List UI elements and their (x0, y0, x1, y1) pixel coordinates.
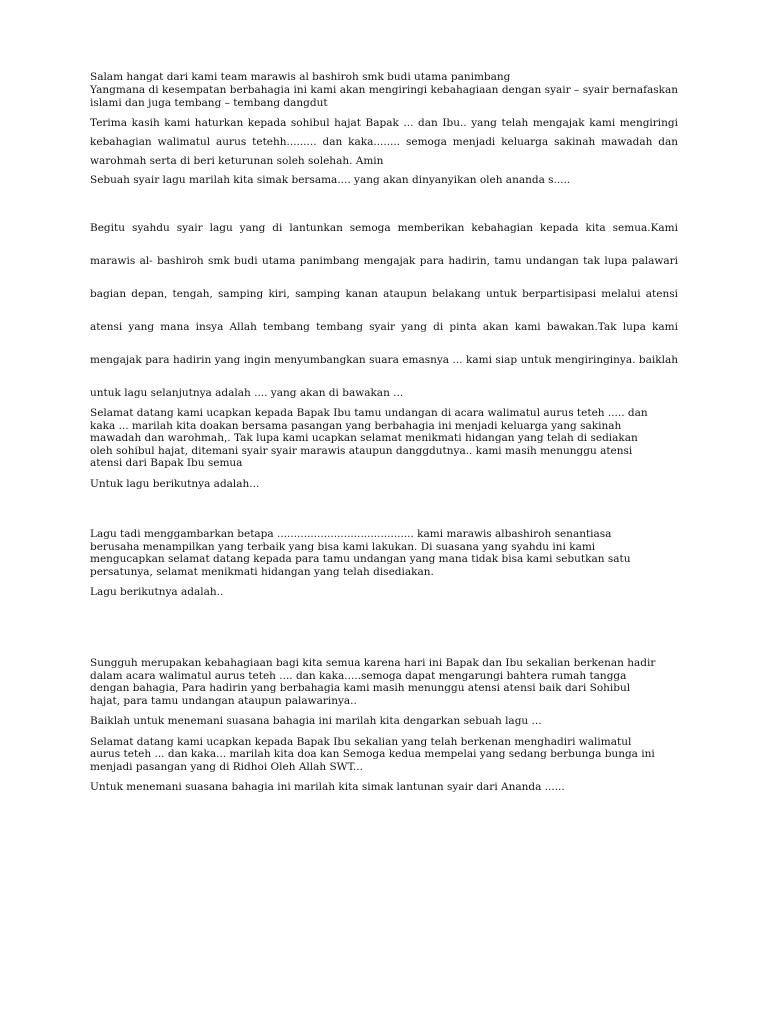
opening-section (90, 71, 678, 187)
song-reflection-section (90, 528, 678, 599)
participation-paragraph: Begitu syahdu syair lagu yang di lantunkan semoga memberikan kebahagian kepada kita semua.Kami marawis al- bashiroh smk budi utama panimbang mengajak para hadirin, tamu undangan tak lupa palawari bagian depan, tengah, samping kiri, samping kanan ataupun belakang untuk berpartisipasi melalui atensi atensi yang mana insya Allah tembang tembang syair yang di pinta akan kami bawakan.Tak lupa kami mengajak para hadirin yang ingin menyumbangkan suara emasnya ... kami siap untuk mengiringinya. baiklah untuk lagu selanjutnya adalah .... yang akan di bawakan ... (90, 222, 678, 399)
song-invite-line: Baiklah untuk menemani suasana bahagia ini marilah kita dengarkan sebuah lagu ... (90, 715, 542, 727)
welcome-again-line-3: menjadi pasangan yang di Ridhoi Oleh Allah SWT... (90, 760, 363, 773)
reflection-line-1: Lagu tadi menggambarkan betapa ......................................... kami marawis albashiroh senantiasa (90, 528, 612, 540)
intro-paragraph: Yangmana di kesempatan berbahagia ini kami akan mengiringi kebahagiaan dengan syair – syair bernafaskan islami dan juga tembang – tembang dangdut (90, 84, 678, 109)
first-song-line: Sebuah syair lagu marilah kita simak bersama.... yang akan dinyanyikan oleh ananda s..... (90, 174, 571, 186)
welcome-line-3: mawadah dan warohmah,. Tak lupa kami ucapkan selamat menikmati hidangan yang telah di sediakan (90, 432, 638, 444)
reflection-line-4: persatunya, selamat menikmati hidangan yang telah disediakan. (90, 565, 434, 578)
welcome-again-line-2: aurus teteh ... dan kaka... marilah kita doa kan Semoga kedua mempelai yang sedang berbunga bunga ini (90, 748, 655, 760)
greeting-line: Salam hangat dari kami team marawis al bashiroh smk budi utama panimbang (90, 71, 511, 83)
participation-section (90, 212, 678, 410)
closing-section (90, 657, 678, 794)
closing-line-1: Sungguh merupakan kebahagiaan bagi kita semua karena hari ini Bapak dan Ibu sekalian berkenan hadir (90, 657, 656, 669)
next-song-line-2: Lagu berikutnya adalah.. (90, 586, 224, 598)
thanks-paragraph: Terima kasih kami haturkan kepada sohibul hajat Bapak ... dan Ibu.. yang telah mengajak kami mengiringi kebahagian walimatul aurus tetehh......... dan kaka........ semoga menjadi keluarga sakinah mawadah dan warohmah serta di beri keturunan soleh solehah. Amin (90, 117, 678, 167)
welcome-line-5: atensi dari Bapak Ibu semua (90, 457, 243, 469)
welcome-line-1: Selamat datang kami ucapkan kepada Bapak Ibu tamu undangan di acara walimatul aurus teteh ..... dan (90, 407, 648, 419)
welcome-line-2: kaka ... marilah kita doakan bersama pasangan yang berbahagia ini menjadi keluarga yang sakinah (90, 419, 622, 432)
reflection-line-2: berusaha menampilkan yang terbaik yang bisa kami lakukan. Di suasana yang syahdu ini kami (90, 540, 596, 553)
closing-line-3: dengan bahagia, Para hadirin yang berbahagia kami masih menunggu atensi atensi baik dari Sohibul (90, 682, 631, 694)
closing-line-4: hajat, para tamu undangan ataupun palawarinya.. (90, 694, 357, 707)
reflection-line-3: mengucapkan selamat datang kepada para tamu undangan yang mana tidak bisa kami sebutkan satu (90, 553, 631, 565)
welcome-again-line-1: Selamat datang kami ucapkan kepada Bapak Ibu sekalian yang telah berkenan menghadiri walimatul (90, 735, 632, 748)
closing-line-2: dalam acara walimatul aurus teteh .... dan kaka.....semoga dapat mengarungi bahtera rumah tangga (90, 669, 627, 682)
welcome-section (90, 407, 678, 490)
final-song-line: Untuk menemani suasana bahagia ini marilah kita simak lantunan syair dari Ananda ...... (90, 781, 565, 793)
next-song-line: Untuk lagu berikutnya adalah... (90, 477, 260, 490)
welcome-line-4: oleh sohibul hajat, ditemani syair syair marawis ataupun danggdutnya.. kami masih menunggu atensi (90, 444, 633, 457)
